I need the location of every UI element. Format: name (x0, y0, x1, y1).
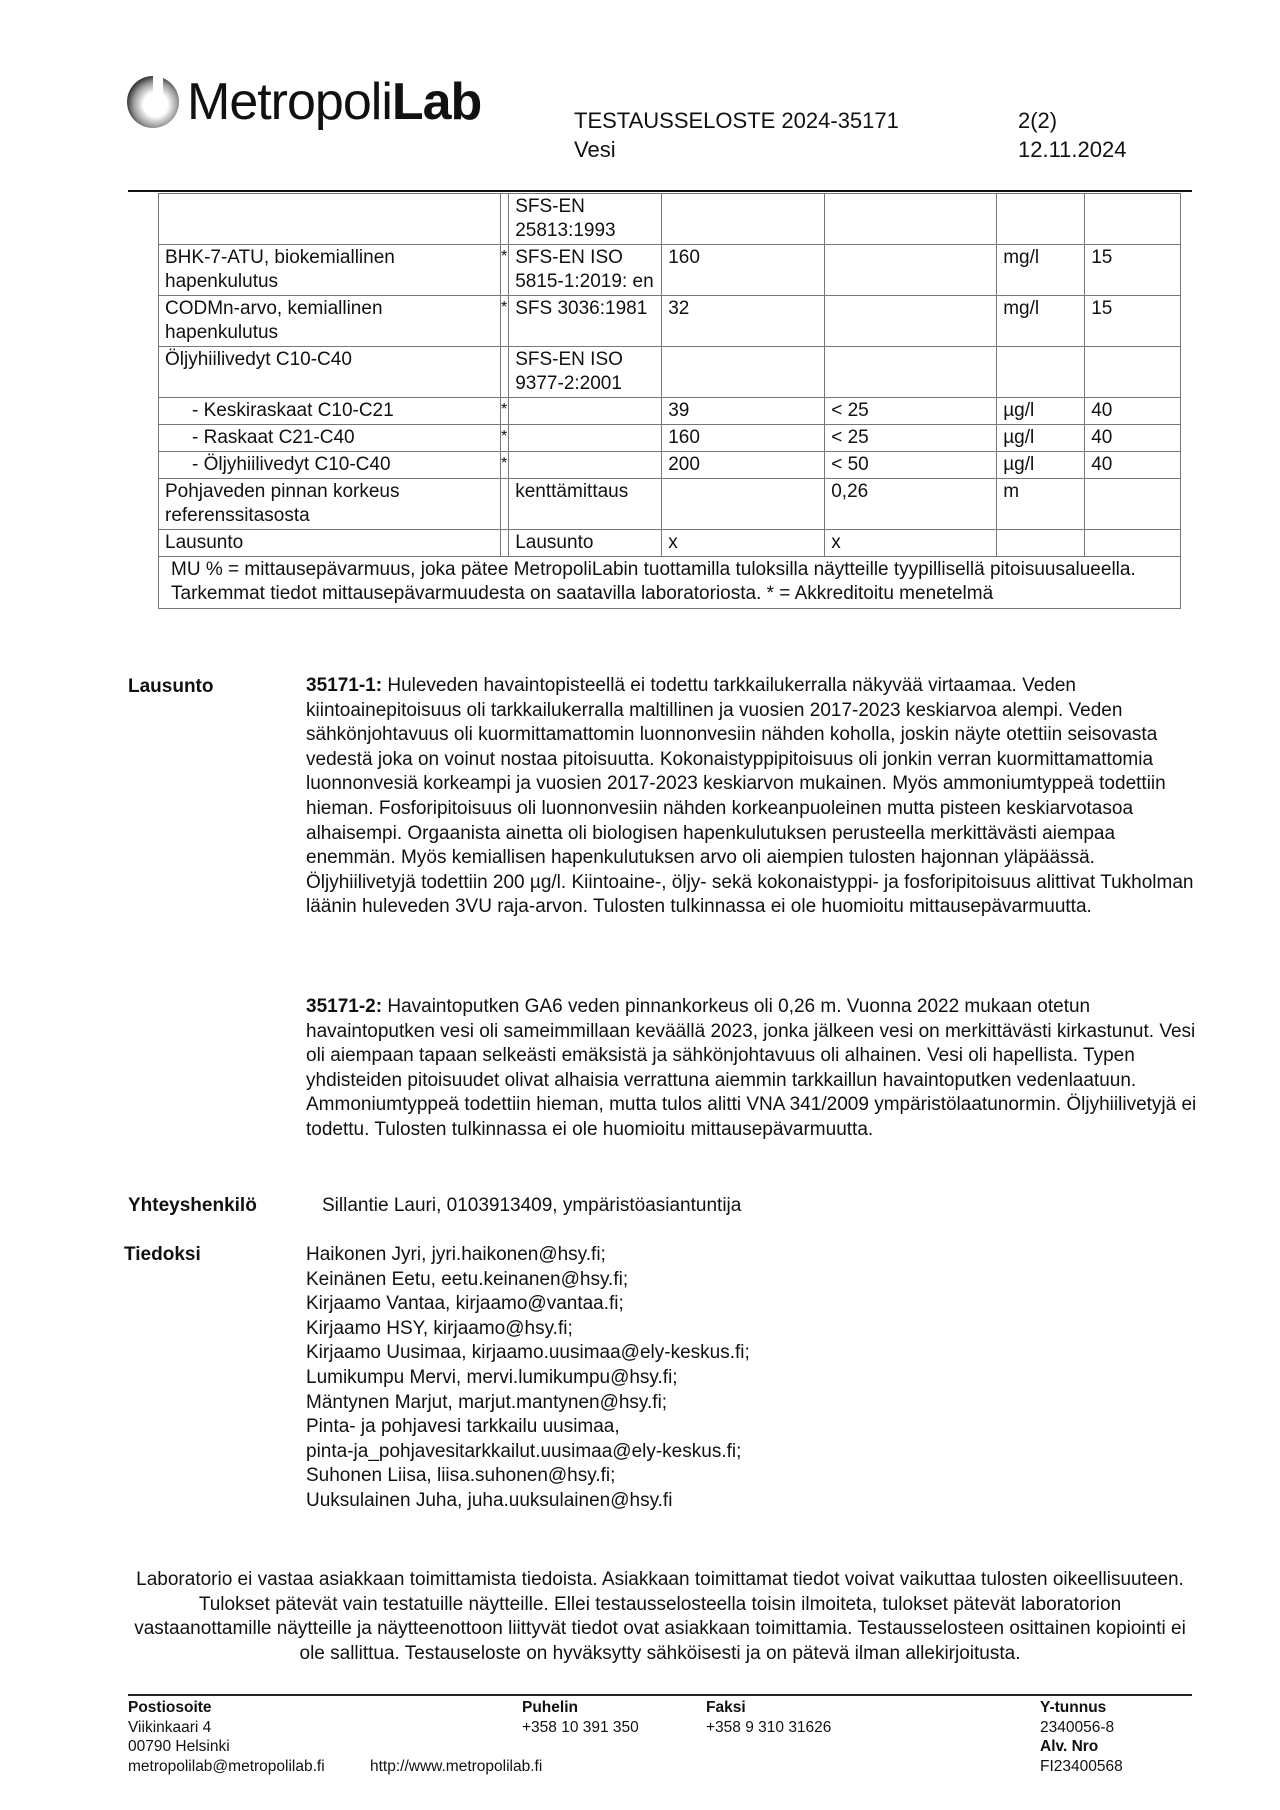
table-row (159, 347, 1181, 398)
cell-accredited-marker (501, 347, 509, 398)
cell-analyte: BHK-7-ATU, biokemiallinen hapenkulutus (159, 245, 501, 296)
distribution-list-item: Suhonen Liisa, liisa.suhonen@hsy.fi; (306, 1465, 616, 1487)
table-row (159, 530, 1181, 557)
cell-accredited-marker: * (501, 245, 509, 296)
statement-paragraph-1 (306, 674, 1206, 920)
ytunnus-label: Y-tunnus (1040, 1699, 1107, 1716)
cell-accredited-marker: * (501, 425, 509, 452)
table-row (159, 398, 1181, 425)
cell-method (509, 398, 662, 425)
cell-result (662, 347, 825, 398)
metropolilab-ring-logo-icon (127, 76, 179, 128)
statement-1-text: Huleveden havaintopisteellä ei todettu tarkkailukerralla näkyvää virtaamaa. Veden kiintoainepitoisuus oli tarkkailukerralla maltillinen ja vuosien 2017-2023 keskiarvoa alempi. Veden sähkönjohtavuus oli kuormittamattomin luonnonvesiin nähden koholla, joskin näyte otettiin seisovasta vedestä joka on voinut nostaa pitoisuutta. Kokonaistyppipitoisuus oli jonkin verran kuormittamattomia luonnonvesiä korkeampi ja vuosien 2017-2023 keskiarvon mukainen. Myös ammoniumtyppeä todettiin hieman. Fosforipitoisuus oli luonnonvesiin nähden korkeanpuoleinen mutta pisteen keskiarvotasoa alhaisempi. Orgaanista ainetta oli biologisen hapenkulutuksen perusteella merkittävästi aiempaa enemmän. Myös kemiallisen hapenkulutuksen arvo oli aiempien tulosten hajonnan yläpäässä. Öljyhiilivetyjä todettiin 200 µg/l. Kiintoaine-, öljy- sekä kokonaistyppi- ja fosforipitoisuus alittivat Tukholman läänin huleveden 3VU raja-arvon. Tulosten tulkinnassa ei ole huomioitu mittausepävarmuutta. (306, 675, 1194, 918)
postal-label: Postiosoite (128, 1699, 212, 1716)
cell-analyte: - Öljyhiilivedyt C10-C40 (159, 452, 501, 479)
cell-unit (997, 530, 1085, 557)
distribution-list-item: pinta-ja_pohjavesitarkkailut.uusimaa@ely-keskus.fi; (306, 1440, 742, 1462)
distribution-list-item: Lumikumpu Mervi, mervi.lumikumpu@hsy.fi; (306, 1366, 678, 1388)
cell-result (662, 479, 825, 530)
cell-analyte: - Raskaat C21-C40 (159, 425, 501, 452)
results-table (158, 193, 1181, 557)
cell-uncertainty: x (825, 530, 997, 557)
cell-limit: 15 (1085, 245, 1181, 296)
distribution-list-item: Haikonen Jyri, jyri.haikonen@hsy.fi; (306, 1244, 606, 1265)
cell-analyte: CODMn-arvo, kemiallinen hapenkulutus (159, 296, 501, 347)
cell-analyte: Lausunto (159, 530, 501, 557)
header-divider (128, 190, 1192, 192)
cell-result: 160 (662, 425, 825, 452)
cell-method: kenttämittaus (509, 479, 662, 530)
document-title: TESTAUSSELOSTE 2024-35171 (574, 108, 899, 133)
cell-unit (997, 194, 1085, 245)
cell-limit: 40 (1085, 425, 1181, 452)
cell-result: x (662, 530, 825, 557)
cell-method (509, 425, 662, 452)
distribution-list-item: Keinänen Eetu, eetu.keinanen@hsy.fi; (306, 1268, 629, 1290)
cell-analyte: Öljyhiilivedyt C10-C40 (159, 347, 501, 398)
footer-business-id (1040, 1698, 1123, 1776)
cell-uncertainty: 0,26 (825, 479, 997, 530)
logo-text: MetropoliLab (187, 73, 482, 131)
footer-email[interactable]: metropolilab@metropolilab.fi (128, 1757, 325, 1775)
cell-result: 39 (662, 398, 825, 425)
cell-result (662, 194, 825, 245)
cell-accredited-marker (501, 530, 509, 557)
footer-divider (128, 1694, 1192, 1696)
fax-label: Faksi (706, 1699, 746, 1716)
cell-method: SFS-EN ISO 9377-2:2001 (509, 347, 662, 398)
footer-phone (522, 1698, 639, 1737)
cell-unit: µg/l (997, 398, 1085, 425)
postal-street: Viikinkaari 4 (128, 1718, 212, 1736)
cell-accredited-marker (501, 194, 509, 245)
table-row (159, 452, 1181, 479)
cell-limit (1085, 347, 1181, 398)
cell-accredited-marker: * (501, 296, 509, 347)
vat-label: Alv. Nro (1040, 1738, 1099, 1755)
distribution-list (306, 1243, 750, 1514)
table-row (159, 194, 1181, 245)
cell-method: SFS 3036:1981 (509, 296, 662, 347)
distribution-list-item: Kirjaamo HSY, kirjaamo@hsy.fi; (306, 1317, 573, 1339)
fax-value: +358 9 310 31626 (706, 1718, 832, 1736)
cell-limit: 40 (1085, 398, 1181, 425)
cell-unit: mg/l (997, 245, 1085, 296)
cell-uncertainty (825, 194, 997, 245)
document-meta (1018, 106, 1126, 164)
distribution-list-item: Pinta- ja pohjavesi tarkkailu uusimaa, (306, 1416, 620, 1438)
statement-1-id: 35171-1: (306, 675, 383, 696)
postal-city: 00790 Helsinki (128, 1738, 230, 1755)
statement-2-text: Havaintoputken GA6 veden pinnankorkeus oli 0,26 m. Vuonna 2022 mukaan otetun havaintoputken vesi oli sameimmillaan keväällä 2023, jonka jälkeen vesi on merkittävästi kirkastunut. Vesi oli aiempaan tapaan selkeästi emäksistä ja sähkönjohtavuus oli alhainen. Vesi oli hapellista. Typen yhdisteiden pitoisuudet olivat alhaisia verrattuna aiemmin tarkkaillun havaintoputken vedenlaatuun. Ammoniumtyppeä todettiin hieman, mutta tulos alitti VNA 341/2009 ympäristölaatunormin. Öljyhiilivetyjä ei todettu. Tulosten tulkinnassa ei ole huomioitu mittausepävarmuutta. (306, 996, 1197, 1140)
cell-uncertainty (825, 296, 997, 347)
cell-unit: µg/l (997, 452, 1085, 479)
table-row (159, 479, 1181, 530)
statement-2-id: 35171-2: (306, 996, 383, 1017)
cell-analyte: Pohjaveden pinnan korkeus referenssitasosta (159, 479, 501, 530)
cell-unit: m (997, 479, 1085, 530)
vat-value: FI23400568 (1040, 1757, 1123, 1775)
distribution-list-item: Uuksulainen Juha, juha.uuksulainen@hsy.fi (306, 1489, 673, 1511)
statement-label: Lausunto (128, 676, 214, 697)
distribution-label: Tiedoksi (124, 1244, 201, 1265)
cell-uncertainty: < 50 (825, 452, 997, 479)
table-footnote: MU % = mittausepävarmuus, joka pätee MetropoliLabin tuottamilla tuloksilla näytteille tyypillisellä pitoisuusalueella. Tarkemmat tiedot mittausepävarmuudesta on saatavilla laboratoriosta. * = Akkreditoitu menetelmä (158, 557, 1181, 609)
cell-limit: 15 (1085, 296, 1181, 347)
cell-accredited-marker (501, 479, 509, 530)
ytunnus-value: 2340056-8 (1040, 1718, 1115, 1736)
cell-method: SFS-EN 25813:1993 (509, 194, 662, 245)
cell-uncertainty (825, 347, 997, 398)
company-logo (127, 72, 481, 132)
distribution-list-item: Kirjaamo Vantaa, kirjaamo@vantaa.fi; (306, 1293, 624, 1315)
statement-paragraph-2 (306, 995, 1206, 1143)
document-subtitle: Vesi (574, 137, 616, 162)
cell-limit (1085, 194, 1181, 245)
distribution-list-item: Mäntynen Marjut, marjut.mantynen@hsy.fi; (306, 1391, 668, 1413)
cell-result: 160 (662, 245, 825, 296)
cell-limit (1085, 530, 1181, 557)
disclaimer: Laboratorio ei vastaa asiakkaan toimittamista tiedoista. Asiakkaan toimittamat tiedot voivat vaikuttaa tulosten oikeellisuuteen. Tulokset pätevät vain testatuille näytteille. Ellei testausselosteella toisin ilmoiteta, tulokset pätevät laboratorion vastaanottamille näytteille ja näytteenottoon liittyvät tiedot ovat asiakkaan toimittamia. Testausselosteen osittainen kopiointi ei ole sallittua. Testauseloste on hyväksytty sähköisesti ja on pätevä ilman allekirjoitusta. (134, 1569, 1186, 1664)
distribution-list-item: Kirjaamo Uusimaa, kirjaamo.uusimaa@ely-keskus.fi; (306, 1342, 750, 1364)
cell-analyte: - Keskiraskaat C10-C21 (159, 398, 501, 425)
cell-result: 32 (662, 296, 825, 347)
cell-method: Lausunto (509, 530, 662, 557)
footer-website[interactable]: http://www.metropolilab.fi (370, 1758, 543, 1775)
cell-unit (997, 347, 1085, 398)
document-date: 12.11.2024 (1018, 137, 1127, 162)
cell-limit: 40 (1085, 452, 1181, 479)
footer-postal (128, 1698, 325, 1776)
cell-method (509, 452, 662, 479)
cell-uncertainty: < 25 (825, 425, 997, 452)
cell-analyte (159, 194, 501, 245)
contact-label: Yhteyshenkilö (128, 1195, 257, 1216)
contact-value: Sillantie Lauri, 0103913409, ympäristöasiantuntija (322, 1195, 742, 1216)
cell-limit (1085, 479, 1181, 530)
cell-accredited-marker: * (501, 452, 509, 479)
cell-result: 200 (662, 452, 825, 479)
table-row (159, 245, 1181, 296)
document-title-block (574, 106, 899, 164)
cell-unit: mg/l (997, 296, 1085, 347)
cell-uncertainty (825, 245, 997, 296)
phone-value: +358 10 391 350 (522, 1718, 639, 1736)
table-row (159, 296, 1181, 347)
page-number: 2(2) (1018, 108, 1058, 133)
table-row (159, 425, 1181, 452)
cell-accredited-marker: * (501, 398, 509, 425)
cell-uncertainty: < 25 (825, 398, 997, 425)
cell-method: SFS-EN ISO 5815-1:2019: en (509, 245, 662, 296)
footer-fax (706, 1698, 831, 1737)
phone-label: Puhelin (522, 1699, 578, 1716)
cell-unit: µg/l (997, 425, 1085, 452)
